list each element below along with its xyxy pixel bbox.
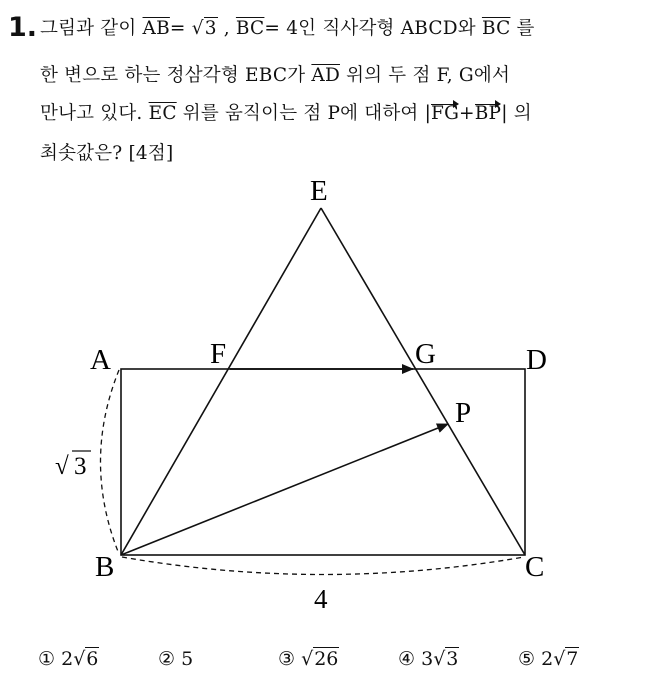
label-sqrt-sign: √ [55, 453, 69, 480]
abs-bar: | [424, 103, 432, 124]
label-p: P [455, 397, 472, 429]
choice-radicand: 26 [314, 648, 339, 670]
label-bottom-four: 4 [314, 584, 328, 614]
sqrt-sign: √ [191, 18, 204, 39]
choice-mark: ③ [278, 648, 296, 670]
label-d: D [526, 344, 547, 376]
text: 위를 움직이는 점 P에 대하여 [176, 103, 425, 124]
text: 의 [507, 103, 532, 124]
choice-2[interactable] [158, 648, 193, 670]
brace-ab [101, 370, 120, 554]
text: 를 [510, 18, 535, 39]
text: = 4인 직사각형 ABCD와 [264, 18, 482, 39]
text: = [169, 18, 192, 39]
text: 만나고 있다. [40, 103, 149, 124]
text: , [217, 18, 236, 39]
abs-bar: | [501, 103, 508, 124]
choice-mark: ④ [398, 648, 416, 670]
choice-5[interactable]: ⑤ 2√7 [518, 648, 579, 670]
label-e: E [310, 175, 328, 207]
choice-coefficient: 2 [541, 648, 554, 670]
choice-mark: ⑤ [518, 648, 536, 670]
choice-4[interactable]: ④ 3√3 [398, 648, 459, 670]
brace-bc [122, 557, 524, 575]
choice-3[interactable]: ③ √26 [278, 648, 339, 670]
label-g: G [415, 338, 436, 370]
segment-ec: $\overline{EC}$ [148, 103, 177, 124]
choice-radicand: 6 [86, 648, 99, 670]
text: 한 변으로 하는 정삼각형 EBC가 [40, 65, 312, 86]
choice-radicand: 7 [566, 648, 579, 670]
question-number: 1. [8, 12, 38, 43]
vector-bp-arrow [121, 424, 448, 555]
choice-coefficient: 3 [421, 648, 434, 670]
label-a: A [90, 344, 111, 376]
choice-mark: ① [38, 648, 56, 670]
label-c: C [525, 551, 545, 583]
side-eb [121, 208, 321, 555]
text: 최솟값은? [4점] [40, 143, 174, 164]
choice-coefficient: 2 [61, 648, 74, 670]
vector-fg: FG [431, 103, 460, 124]
segment-ab: $\overline{AB}$ [142, 18, 170, 39]
segment-bc: $\overline{BC}$ [481, 18, 511, 39]
text: 위의 두 점 F, G에서 [339, 65, 511, 86]
side-ec [321, 208, 525, 555]
segment-bc: $\overline{BC}$ [235, 18, 265, 39]
choice-radicand: 3 [446, 648, 459, 670]
text: 그림과 같이 [40, 18, 143, 39]
vector-bp: BP [474, 103, 502, 124]
choice-1[interactable]: ① 2√6 [38, 648, 99, 670]
label-b: B [95, 551, 115, 583]
label-side-three: 3 [74, 453, 87, 480]
label-f: F [210, 338, 227, 370]
segment-ad: $\overline{AD}$ [311, 65, 340, 86]
plus-sign: + [459, 103, 475, 124]
choice-value: 5 [181, 648, 194, 670]
radicand: 3 [204, 18, 217, 39]
choice-mark: ② [158, 648, 176, 670]
